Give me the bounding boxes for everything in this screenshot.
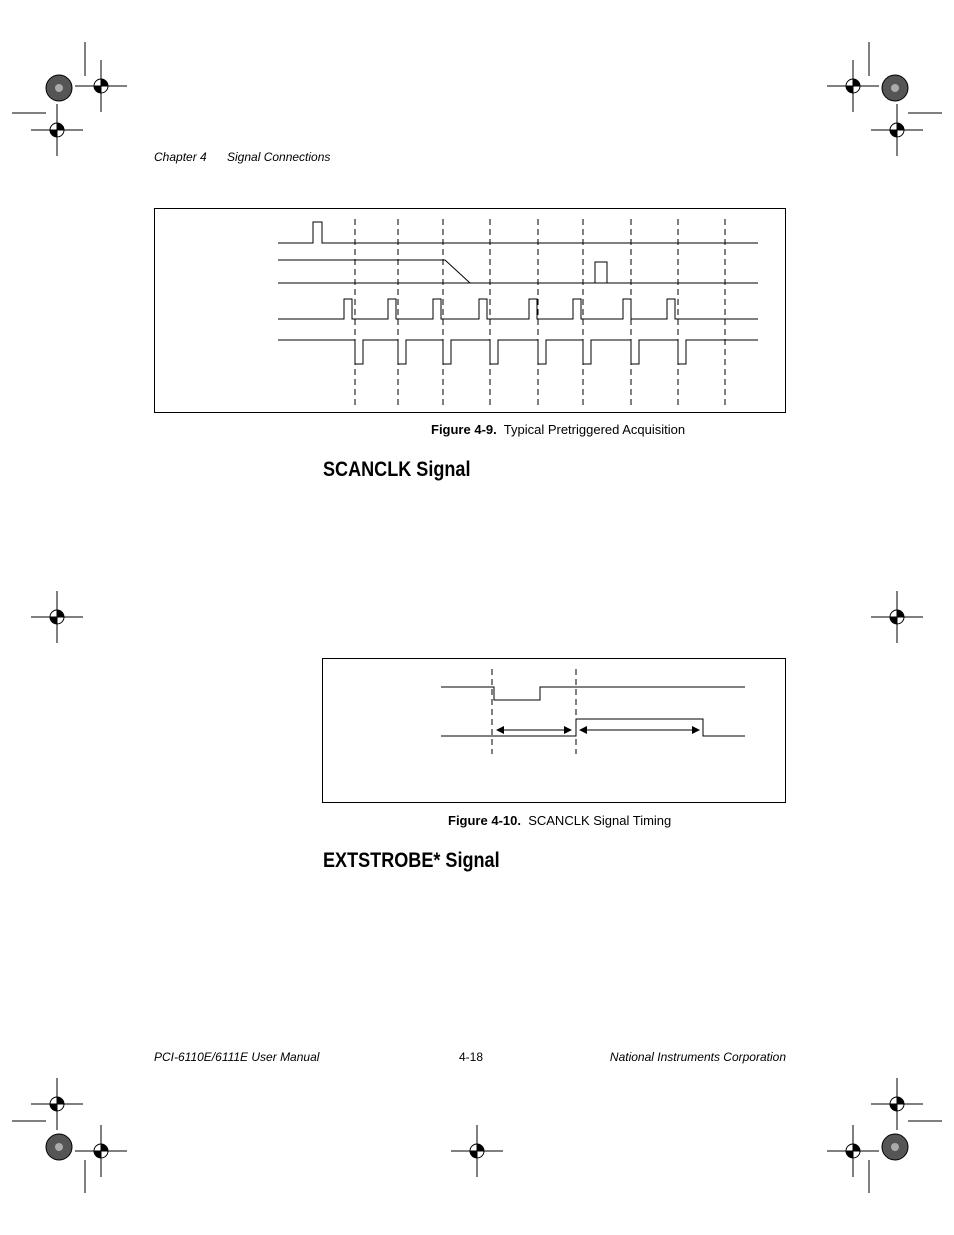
star-target-icon <box>46 1134 72 1160</box>
crosshair-icon <box>827 60 879 112</box>
crosshair-icon <box>871 1078 923 1130</box>
crosshair-icon <box>871 591 923 643</box>
footer-manual: PCI-6110E/6111E User Manual <box>154 1050 320 1064</box>
crosshair-icon <box>31 591 83 643</box>
crosshair-icon <box>31 104 83 156</box>
footer-page-number: 4-18 <box>459 1050 484 1064</box>
star-target-icon <box>882 75 908 101</box>
header-section: Signal Connections <box>227 150 331 164</box>
footer-company: National Instruments Corporation <box>609 1050 786 1064</box>
extstrobe-heading: EXTSTROBE* Signal <box>323 849 500 872</box>
figure-4-9-caption <box>431 422 685 437</box>
header-chapter: Chapter 4 <box>154 150 207 164</box>
figure-4-10-title: SCANCLK Signal Timing <box>528 813 672 828</box>
crosshair-icon <box>75 1125 127 1177</box>
crosshair-icon <box>75 60 127 112</box>
crosshair-icon <box>451 1125 503 1177</box>
figure-4-10-frame <box>322 658 786 803</box>
scanclk-timing-diagram <box>323 659 787 804</box>
star-target-icon <box>882 1134 908 1160</box>
star-target-icon <box>46 75 72 101</box>
figure-4-9-frame <box>154 208 786 413</box>
figure-4-10-caption <box>448 813 671 828</box>
scanclk-heading: SCANCLK Signal <box>323 458 471 481</box>
crosshair-icon <box>827 1125 879 1177</box>
figure-4-10-number: Figure 4-10. <box>448 813 521 828</box>
figure-4-9-title: Typical Pretriggered Acquisition <box>503 422 686 437</box>
crosshair-icon <box>31 1078 83 1130</box>
crosshair-icon <box>871 104 923 156</box>
pretrigger-timing-diagram <box>155 209 787 414</box>
figure-4-9-number: Figure 4-9. <box>431 422 497 437</box>
